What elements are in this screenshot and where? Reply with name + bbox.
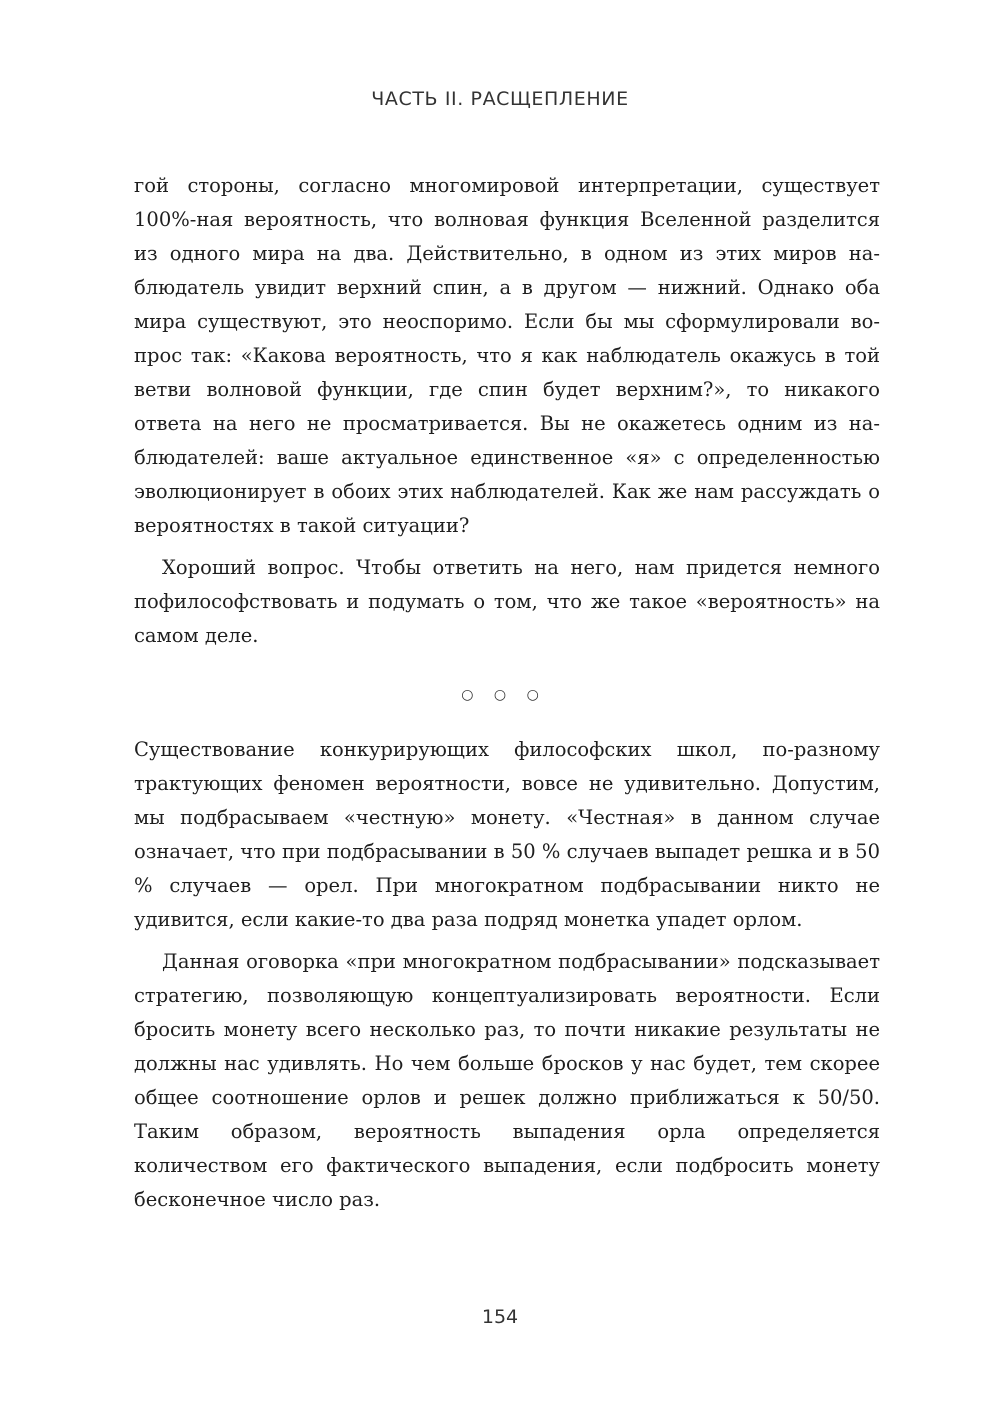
section-break-dot-icon: ○: [526, 687, 539, 703]
text-block-before-break: [134, 169, 880, 653]
paragraph: Данная оговорка «при многократном подбрасывании» подсказывает стратегию, позволяющую концептуализировать вероятности. Если бросить монету всего несколько раз, то почти никакие результаты не должны нас удивлять. Но чем больше бросков у нас будет, тем скорее общее соотношение орлов и решек должно приближаться к 50/50. Таким образом, вероятность выпадения орла определяется количеством его фактического выпадения, если подбросить монету бесконечное число раз.: [134, 950, 880, 1211]
running-header: ЧАСТЬ II. РАСЩЕПЛЕНИЕ: [371, 88, 629, 110]
paragraph: гой стороны, согласно многомировой интерпретации, существует 100%-ная вероятность, что волновая функция Вселенной разделится из одного мира на два. Действительно, в одном из этих миров наблюдатель увидит верхний спин, а в другом — нижний. Однако оба мира существуют, это неоспоримо. Если бы мы сформулировали вопрос так: «Какова вероятность, что я как наблюдатель окажусь в той ветви волновой функции, где спин будет верхним?», то никакого ответа на него не просматривается. Вы не окажетесь одним из наблюдателей: ваше актуальное единственное «я» с определенностью эволюционирует в обоих этих наблюдателей. Как же нам рассуждать о вероятностях в такой ситуации?: [134, 174, 880, 537]
paragraph: Существование конкурирующих философских школ, по-разному трактующих феномен вероятности, вовсе не удивительно. Допустим, мы подбрасываем «честную» монету. «Честная» в данном случае означает, что при подбрасывании в 50 % случаев выпадет решка и в 50 % случаев — орел. При многократном подбрасывании никто не удивится, если какие-то два раза подряд монетка упадет орлом.: [134, 738, 880, 931]
text-block-after-break: [134, 733, 880, 1217]
section-break-dot-icon: ○: [461, 687, 474, 703]
section-break-dot-icon: ○: [493, 687, 507, 703]
section-break: [0, 687, 1000, 703]
paragraph: Хороший вопрос. Чтобы ответить на него, нам придется немного пофилософствовать и подумать о том, что же такое «вероятность» на самом деле.: [134, 556, 880, 647]
page-number: 154: [481, 1306, 519, 1328]
